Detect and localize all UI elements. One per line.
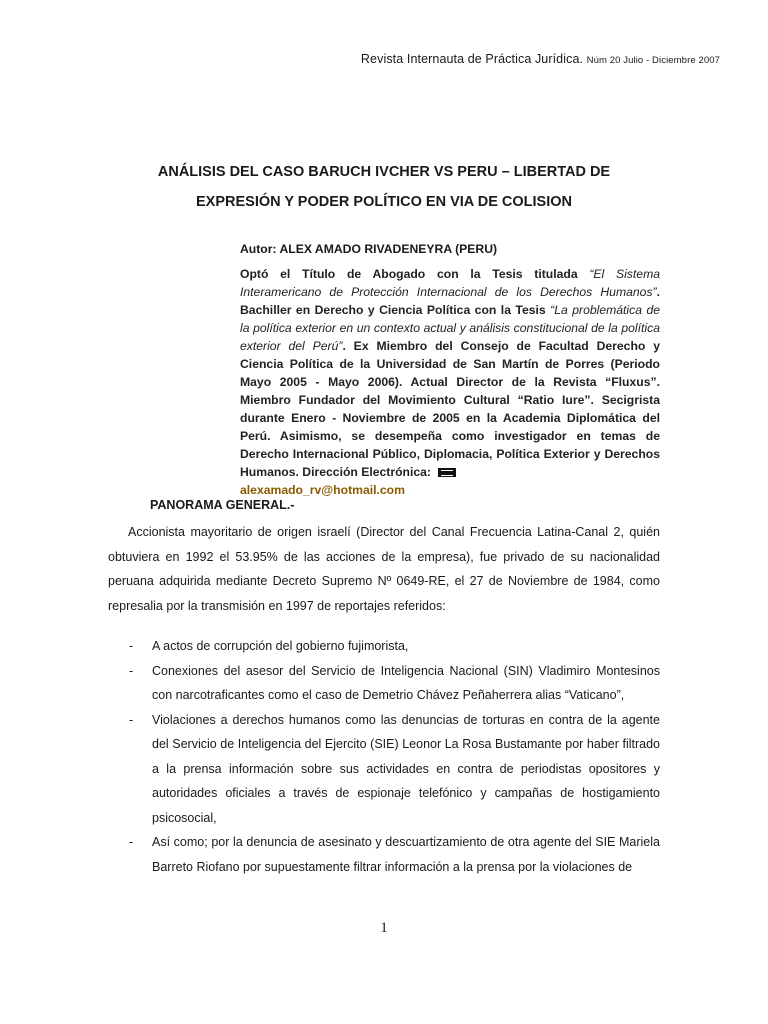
- bio-part-c: . Bachiller en Derecho y Ciencia Política con la Tesis: [240, 285, 660, 317]
- list-item: [108, 659, 660, 708]
- envelope-icon: [438, 468, 456, 477]
- bullet-marker: -: [129, 639, 134, 653]
- list-item-text: Conexiones del asesor del Servicio de Inteligencia Nacional (SIN) Vladimiro Montesinos con narcotraficantes como el caso de Demetrio Chávez Peñaherrera alias “Vaticano”,: [152, 663, 660, 702]
- bullet-marker: -: [129, 835, 134, 849]
- thesis-title-1: “El Sistema Interamericano de Protección Internacional de los Derechos Humanos”: [240, 267, 660, 299]
- title-line-1: ANÁLISIS DEL CASO BARUCH IVCHER VS PERU – LIBERTAD DE: [157, 164, 611, 180]
- bullet-list: [108, 634, 660, 879]
- author-email-link[interactable]: alexamado_rv@hotmail.com: [240, 483, 405, 497]
- title-line-2: EXPRESIÓN Y PODER POLÍTICO EN VIA DE COLISION: [196, 194, 572, 210]
- body-paragraph: Accionista mayoritario de origen israelí (Director del Canal Frecuencia Latina-Canal 2, quién obtuviera en 1992 el 53.95% de las acciones de la empresa), fue privado de su nacionalidad peruana adquirida mediante Decreto Supremo Nº 0649-RE, el 27 de Noviembre de 1984, como represalia por la transmisión en 1997 de reportajes referidos:: [108, 525, 660, 613]
- journal-header: [361, 52, 720, 66]
- list-item-text: Violaciones a derechos humanos como las denuncias de torturas en contra de la agente del Servicio de Inteligencia del Ejercito (SIE) Leonor La Rosa Bustamante por haber filtrado a la prensa información sobre sus actividades en contra de periodistas opositores y autoridades oficiales a través de espionaje telefónico y campañas de hostigamiento psicosocial,: [152, 712, 660, 825]
- list-item: [108, 634, 660, 659]
- journal-name: Revista Internauta de Práctica Jurídica.: [360, 52, 584, 66]
- author-block: [240, 240, 660, 499]
- list-item-text: Así como; por la denuncia de asesinato y descuartizamiento de otra agente del SIE Mariela Barreto Riofano por supuestamente filtrar información a la prensa por la violaciones de: [152, 835, 660, 874]
- bullet-marker: -: [129, 712, 134, 727]
- bullet-marker: -: [129, 663, 134, 678]
- author-name: Autor: ALEX AMADO RIVADENEYRA (PERU): [240, 242, 498, 256]
- list-item-text: A actos de corrupción del gobierno fujimorista,: [152, 639, 409, 653]
- thesis-title-2: “La problemática de la política exterior en un contexto actual y análisis constitucional de la política exterior del Perú”: [240, 303, 661, 353]
- journal-issue: Núm 20 Julio - Diciembre 2007: [586, 55, 720, 66]
- list-item: [108, 708, 660, 831]
- list-item: [108, 830, 660, 879]
- bio-part-e: . Ex Miembro del Consejo de Facultad Derecho y Ciencia Política de la Universidad de San Martín de Porres (Periodo Mayo 2005 - Mayo 2006). Actual Director de la Revista “Fluxus”. Miembro Fundador del Movimiento Cultural “Ratio Iure”. Secigrista durante Enero - Noviembre de 2005 en la Academia Diplomática del Perú. Asimismo, se desempeña como investigador en temas de Derecho Internacional Público, Diplomacia, Política Exterior y Derechos Humanos. Dirección Electrónica:: [240, 339, 660, 479]
- section-heading: PANORAMA GENERAL.-: [150, 498, 295, 512]
- bio-part-a: Optó el Título de Abogado con la Tesis titulada: [240, 267, 590, 281]
- author-bio: [240, 265, 660, 499]
- article-title: [110, 157, 658, 217]
- page-number: 1: [380, 920, 388, 936]
